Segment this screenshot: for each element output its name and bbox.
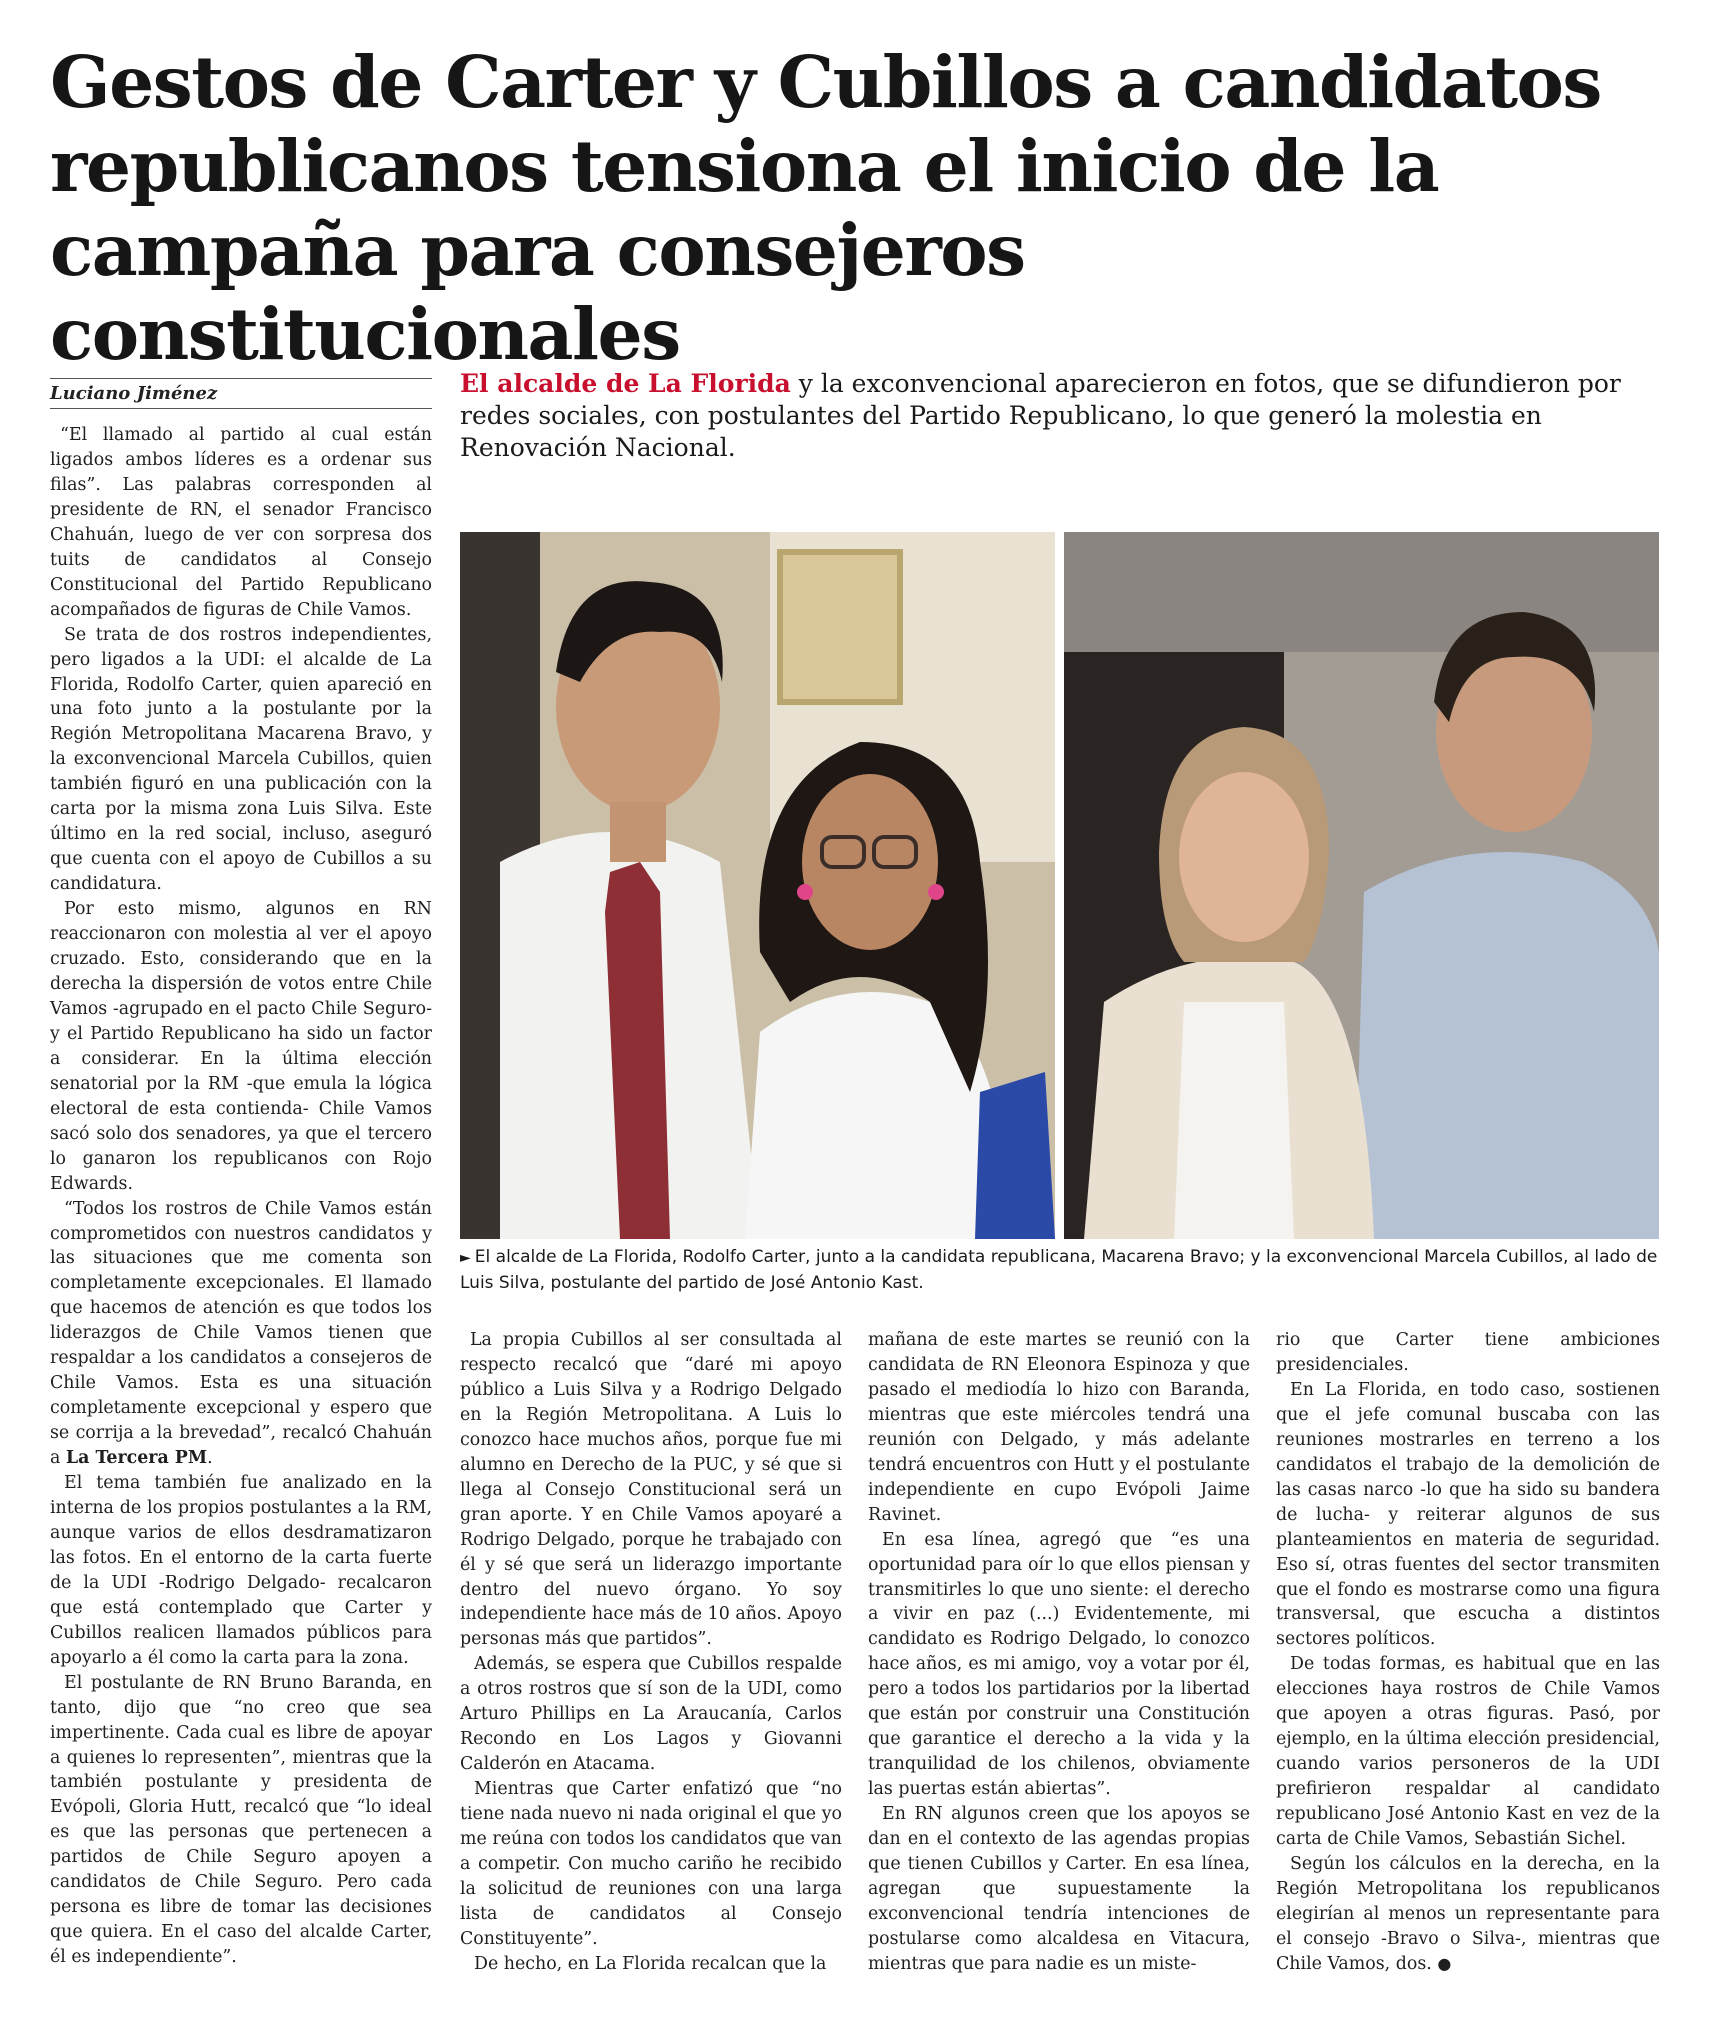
paragraph: En RN algunos creen que los apoyos se dan en el contexto de las agendas propias que tienen Cubillos y Carter. En esa línea, agregan que supuestamente la exconvencional tendría intenciones de postularse como alcaldesa en Vitacura, mientras que para nadie es un miste- bbox=[868, 1804, 1250, 1974]
byline: Luciano Jiménez bbox=[50, 378, 432, 404]
paragraph: mañana de este martes se reunió con la candidata de RN Eleonora Espinoza y que pasado el mediodía lo hizo con Baranda, mientras que este miércoles tendrá una reunión con Delgado, y más adelante tendrá encuentros con Hutt y el postulante independiente en cupo Evópoli Jaime Ravinet. bbox=[868, 1330, 1250, 1525]
paragraph: El tema también fue analizado en la interna de los propios postulantes a la RM, aunque varios de ellos desdramatizaron las fotos. En el entorno de la carta fuerte de la UDI -Rodrigo Delgado- recalcaron que está contemplado que Carter y Cubillos realicen llamados públicos para apoyarlo a él como la carta para la zona. bbox=[50, 1473, 432, 1668]
paragraph: “El llamado al partido al cual están ligados ambos líderes es a ordenar sus filas”. Las palabras corresponden al presidente de RN, el senador Francisco Chahuán, luego de ver con sorpresa dos tuits de candidatos al Consejo Constitucional del Partido Republicano acompañados de figuras de Chile Vamos. bbox=[50, 425, 432, 620]
photo-carter-bravo bbox=[460, 532, 1055, 1239]
paragraph: De hecho, en La Florida recalcan que la bbox=[474, 1953, 827, 1974]
column-1 bbox=[50, 423, 432, 1970]
paragraph: rio que Carter tiene ambiciones presidenciales. bbox=[1276, 1330, 1660, 1375]
byline-rule bbox=[50, 408, 432, 409]
caption-text: El alcalde de La Florida, Rodolfo Carter, junto a la candidata republicana, Macarena Bravo; y la exconvencional Marcela Cubillos, al lado de Luis Silva, postulante del partido de José Antonio Kast. bbox=[460, 1247, 1658, 1293]
column-2 bbox=[460, 1328, 842, 1977]
caption-marker-icon: ► bbox=[460, 1250, 471, 1266]
outlet-name: La Tercera PM bbox=[65, 1448, 208, 1469]
deck-text: y la exconvencional aparecieron en fotos, que se difundieron por redes sociales, con postulantes del Partido Republicano, lo que generó la molestia en Renovación Nacional. bbox=[460, 369, 1621, 462]
paragraph: En La Florida, en todo caso, sostienen que el jefe comunal buscaba con las reuniones mostrarles en terreno a los candidatos el trabajo de la demolición de las casas narco -lo que ha sido su bandera de lucha- y reiterar algunos de sus planteamientos en materia de seguridad. Eso sí, otras fuentes del sector transmiten que el fondo es mostrarse como una figura transversal, que escucha a distintos sectores políticos. bbox=[1276, 1379, 1660, 1650]
quote-end: . bbox=[207, 1448, 213, 1469]
paragraph: En esa línea, agregó que “es una oportunidad para oír lo que ellos piensan y transmitirles lo que uno siente: el derecho a vivir en paz (...) Evidentemente, mi candidato es Rodrigo Delgado, lo conozco hace años, es mi amigo, voy a votar por él, pero a todos los partidarios por la libertad que están por construir una Constitución que garantice el derecho a la vida y la tranquilidad de los chilenos, obviamente las puertas están abiertas”. bbox=[868, 1529, 1250, 1800]
deck-lead: El alcalde de La Florida bbox=[460, 369, 791, 398]
paragraph: Por esto mismo, algunos en RN reaccionaron con molestia al ver el apoyo cruzado. Esto, considerando que en la derecha la dispersión de votos entre Chile Vamos -agrupado en el pacto Chile Seguro- y el Partido Republicano ha sido un factor a considerar. En la última elección senatorial por la RM -que emula la lógica electoral de esta contienda- Chile Vamos sacó solo dos senadores, ya que el tercero lo ganaron los republicanos con Rojo Edwards. bbox=[50, 899, 432, 1194]
paragraph: Se trata de dos rostros independientes, pero ligados a la UDI: el alcalde de La Florida, Rodolfo Carter, quien apareció en una foto junto a la postulante por la Región Metropolitana Macarena Bravo, y la exconvencional Marcela Cubillos, quien también figuró en una publicación con la carta por la misma zona Luis Silva. Este último en la red social, incluso, aseguró que cuenta con el apoyo de Cubillos a su candidatura. bbox=[50, 624, 432, 895]
photo-caption bbox=[460, 1245, 1660, 1296]
paragraph: El postulante de RN Bruno Baranda, en tanto, dijo que “no creo que sea impertinente. Cada cual es libre de apoyar a quienes lo representen”, mientras que la también postulante y presidenta de Evópoli, Gloria Hutt, recalcó que “lo ideal es que las personas que pertenecen a partidos de Chile Seguro apoyen a candidatos de Chile Seguro. Pero cada persona es libre de tomar las decisiones que quiera. En el caso del alcalde Carter, él es independiente”. bbox=[50, 1672, 432, 1968]
deck bbox=[460, 368, 1660, 464]
paragraph: La propia Cubillos al ser consultada al respecto recalcó que “daré mi apoyo público a Luis Silva y a Rodrigo Delgado en la Región Metropolitana. A Luis lo conozco hace muchos años, porque fue mi alumno en Derecho de la PUC, y sé que si llega al Consejo Constitucional será un gran aporte. Y en Chile Vamos apoyaré a Rodrigo Delgado, porque he trabajado con él y sé que será un liderazgo importante dentro del nuevo órgano. Yo soy independiente hace más de 10 años. Apoyo personas más que partidos”. bbox=[460, 1330, 842, 1650]
photo-cubillos-silva bbox=[1064, 532, 1659, 1239]
paragraph: De todas formas, es habitual que en las elecciones haya rostros de Chile Vamos que apoyen a otras figuras. Pasó, por ejemplo, en la última elección presidencial, cuando varios personeros de la UDI prefirieron respaldar al candidato republicano José Antonio Kast en vez de la carta de Chile Vamos, Sebastián Sichel. bbox=[1276, 1654, 1660, 1850]
column-3 bbox=[868, 1328, 1250, 1977]
paragraph bbox=[50, 1197, 432, 1471]
headline: Gestos de Carter y Cubillos a candidatos republicanos tensiona el inicio de la campaña para consejeros constitucionales bbox=[50, 40, 1601, 376]
quote-text: “Todos los rostros de Chile Vamos están comprometidos con nuestros candidatos y las situaciones que me comenta son completamente excepcionales. El llamado que hacemos de atención es que todos los liderazgos de Chile Vamos tienen que respaldar a los candidatos a consejeros de Chile Vamos. Esta es una situación completamente excepcional y espero que se corrija a la brevedad”, recalcó Chahuán a bbox=[50, 1198, 432, 1469]
paragraph: Además, se espera que Cubillos respalde a otros rostros que sí son de la UDI, como Arturo Phillips en La Araucanía, Carlos Recondo en Los Lagos y Giovanni Calderón en Atacama. bbox=[460, 1654, 842, 1775]
column-4 bbox=[1276, 1328, 1660, 1977]
end-mark-icon: ● bbox=[1437, 1953, 1452, 1973]
paragraph: Mientras que Carter enfatizó que “no tiene nada nuevo ni nada original el que yo me reúna con todos los candidatos que van a competir. Con mucho cariño he recibido la solicitud de reuniones con una larga lista de candidatos al Consejo Constituyente”. bbox=[460, 1779, 842, 1949]
paragraph-text: Según los cálculos en la derecha, en la Región Metropolitana los republicanos elegirían al menos un representante para el consejo -Bravo o Silva-, mientras que Chile Vamos, dos. bbox=[1276, 1854, 1660, 1974]
paragraph bbox=[1276, 1852, 1660, 1977]
